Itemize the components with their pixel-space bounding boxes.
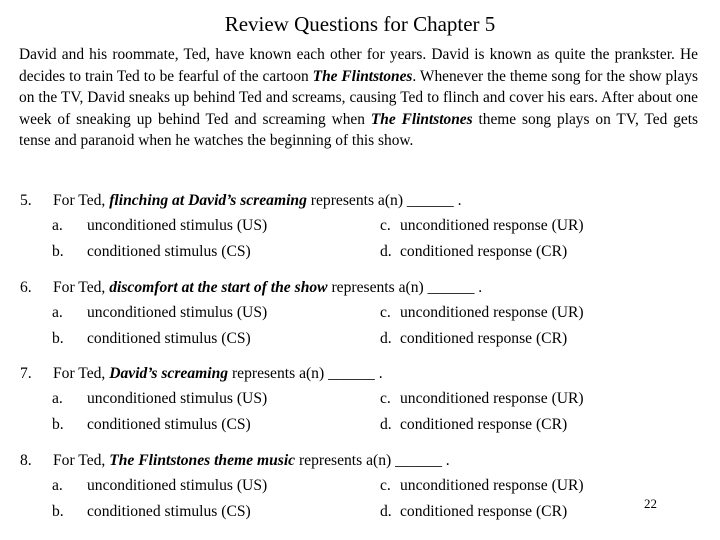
option-letter-a: a. bbox=[52, 304, 63, 321]
option-letter-d: d. bbox=[380, 330, 392, 347]
option-letter-a: a. bbox=[52, 477, 63, 494]
passage-show-title-2: The Flintstones bbox=[370, 110, 473, 128]
question-stem: For Ted, discomfort at the start of the show represents a(n) ______ . bbox=[53, 279, 483, 296]
question-7 bbox=[0, 365, 720, 445]
option-letter-d: d. bbox=[380, 503, 392, 520]
option-b[interactable]: conditioned stimulus (CS) bbox=[87, 330, 251, 347]
option-a[interactable]: unconditioned stimulus (US) bbox=[87, 477, 268, 494]
option-letter-c: c. bbox=[380, 477, 391, 494]
option-b[interactable]: conditioned stimulus (CS) bbox=[87, 503, 251, 520]
page-title: Review Questions for Chapter 5 bbox=[224, 12, 496, 36]
option-letter-b: b. bbox=[52, 503, 64, 520]
question-number: 5. bbox=[20, 192, 32, 209]
passage-text-3: theme song plays on TV, Ted gets tense and paranoid when he watches the beginning of this show. bbox=[19, 110, 698, 150]
question-emphasis: David’s screaming bbox=[109, 365, 229, 382]
option-letter-a: a. bbox=[52, 390, 63, 407]
page-number: 22 bbox=[644, 496, 657, 511]
option-letter-b: b. bbox=[52, 416, 64, 433]
option-d[interactable]: conditioned response (CR) bbox=[400, 243, 568, 260]
passage-text-1: David and his roommate, Ted, have known each other for years. David is known as quite the prankster. He decides to train Ted to be fearful of the cartoon bbox=[19, 46, 698, 85]
option-a[interactable]: unconditioned stimulus (US) bbox=[87, 217, 268, 234]
question-emphasis: The Flintstones theme music bbox=[109, 452, 296, 469]
option-c[interactable]: unconditioned response (UR) bbox=[400, 304, 584, 321]
question-6 bbox=[0, 279, 720, 359]
option-a[interactable]: unconditioned stimulus (US) bbox=[87, 390, 268, 407]
passage-show-title-1: The Flintstones bbox=[312, 67, 413, 85]
option-b[interactable]: conditioned stimulus (CS) bbox=[87, 243, 251, 260]
option-d[interactable]: conditioned response (CR) bbox=[400, 330, 568, 347]
option-letter-c: c. bbox=[380, 217, 391, 234]
question-5 bbox=[0, 192, 720, 272]
scenario-passage bbox=[19, 44, 698, 152]
question-number: 7. bbox=[20, 365, 32, 382]
option-b[interactable]: conditioned stimulus (CS) bbox=[87, 416, 251, 433]
option-c[interactable]: unconditioned response (UR) bbox=[400, 390, 584, 407]
option-d[interactable]: conditioned response (CR) bbox=[400, 503, 568, 520]
question-number: 8. bbox=[20, 452, 32, 469]
option-d[interactable]: conditioned response (CR) bbox=[400, 416, 568, 433]
question-stem: For Ted, The Flintstones theme music represents a(n) ______ . bbox=[53, 452, 450, 469]
question-stem: For Ted, flinching at David’s screaming represents a(n) ______ . bbox=[53, 192, 462, 209]
question-8 bbox=[0, 452, 720, 532]
option-letter-d: d. bbox=[380, 243, 392, 260]
option-a[interactable]: unconditioned stimulus (US) bbox=[87, 304, 268, 321]
option-c[interactable]: unconditioned response (UR) bbox=[400, 217, 584, 234]
question-number: 6. bbox=[20, 279, 32, 296]
question-emphasis: discomfort at the start of the show bbox=[109, 279, 328, 296]
option-letter-c: c. bbox=[380, 304, 391, 321]
option-letter-c: c. bbox=[380, 390, 391, 407]
option-letter-b: b. bbox=[52, 330, 64, 347]
option-letter-b: b. bbox=[52, 243, 64, 260]
question-stem: For Ted, David’s screaming represents a(n) ______ . bbox=[53, 365, 383, 382]
option-c[interactable]: unconditioned response (UR) bbox=[400, 477, 584, 494]
passage-text-2: . Whenever the theme song for the show plays on the TV, David sneaks up behind Ted and screams, causing Ted to flinch and cover his ears. After about one week of sneaking up behind Ted and screaming when bbox=[19, 67, 699, 128]
option-letter-d: d. bbox=[380, 416, 392, 433]
question-emphasis: flinching at David’s screaming bbox=[109, 192, 307, 209]
option-letter-a: a. bbox=[52, 217, 63, 234]
